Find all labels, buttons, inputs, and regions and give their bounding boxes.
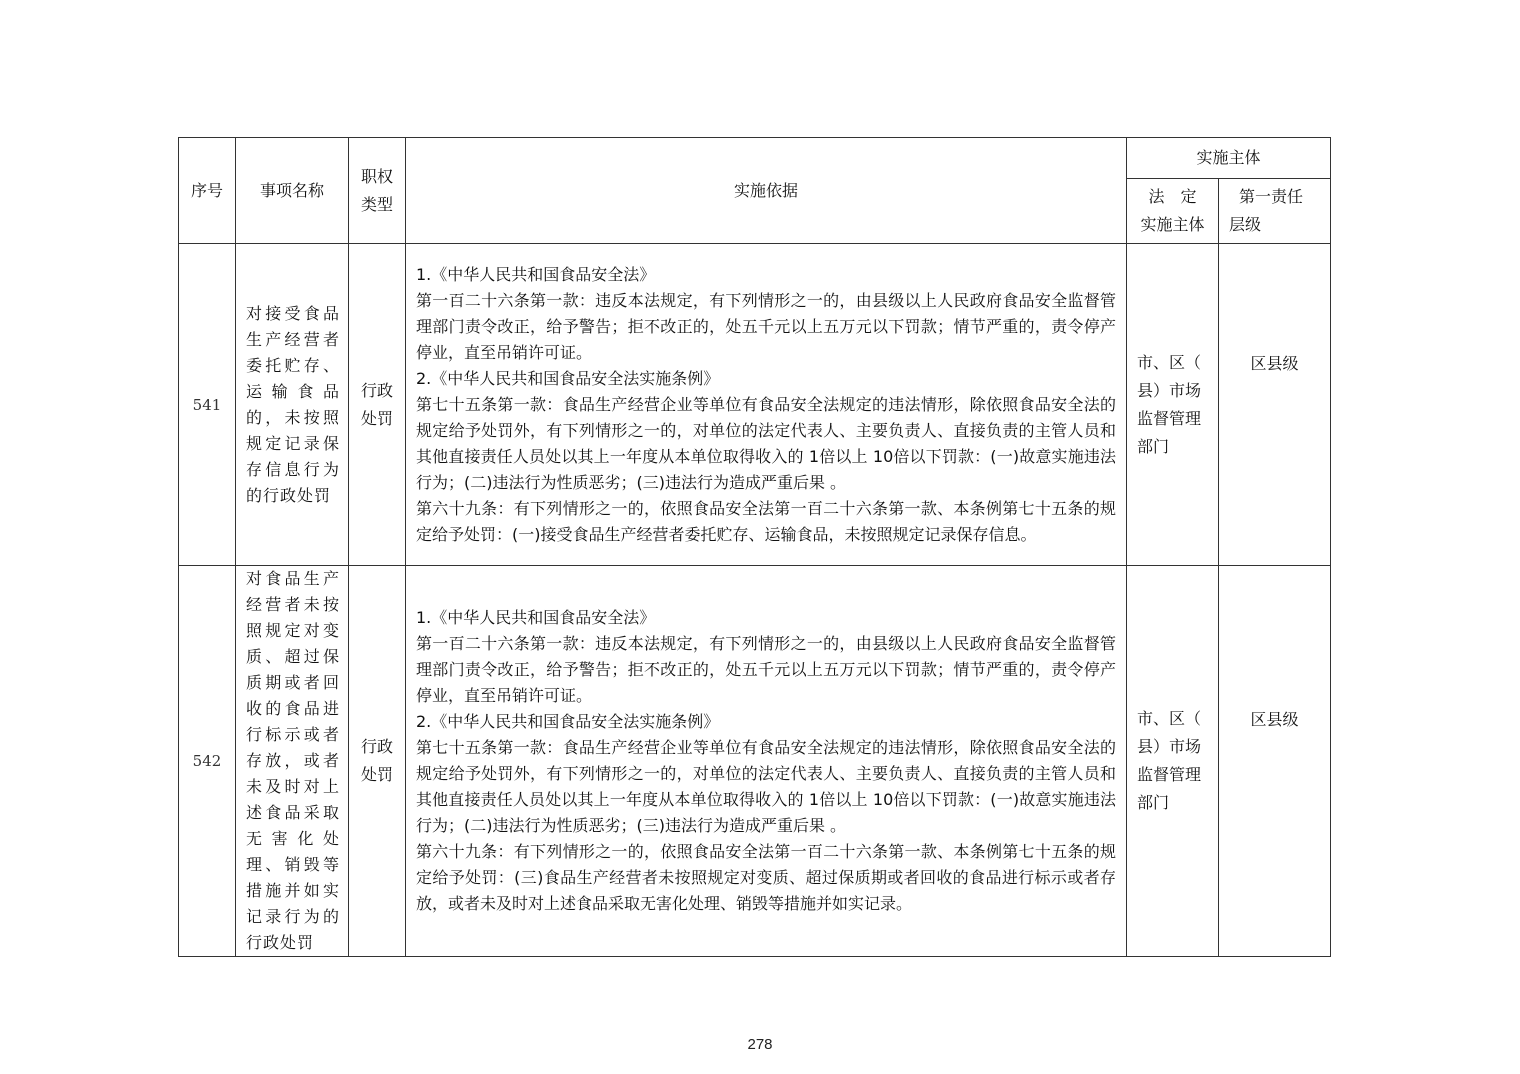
basis-paragraph: 第六十九条：有下列情形之一的，依照食品安全法第一百二十六条第一款、本条例第七十五条的规定给予处罚：(三)食品生产经营者未按照规定对变质、超过保质期或者回收的食品进行标示或者存放，或者未及时对上述食品采取无害化处理、销毁等措施并如实记录。 [416, 842, 1116, 913]
row-basis [406, 566, 1127, 957]
legal-line: 县）市场 [1137, 380, 1202, 400]
header-power-type-line2: 类型 [360, 194, 393, 214]
row-type-line1: 行政 [360, 380, 393, 400]
header-power-type-line1: 职权 [360, 166, 393, 186]
header-basis: 实施依据 [406, 138, 1127, 244]
header-implementer: 实施主体 [1127, 138, 1331, 179]
table-row [179, 244, 1331, 566]
header-seq: 序号 [179, 138, 236, 244]
legal-line: 市、区（ [1137, 352, 1202, 372]
header-legal-line1: 法 定 [1148, 187, 1197, 206]
basis-paragraph: 1.《中华人民共和国食品安全法》 [416, 264, 656, 284]
legal-line: 监督管理 [1137, 765, 1202, 784]
legal-line: 部门 [1137, 436, 1170, 456]
row-power-type [349, 566, 406, 957]
row-legal-implementer [1127, 244, 1219, 566]
row-legal-implementer [1127, 566, 1219, 957]
header-legal-line2: 实施主体 [1140, 215, 1205, 234]
row-seq: 541 [179, 244, 236, 566]
legal-line: 市、区（ [1137, 709, 1202, 728]
header-power-type [349, 138, 406, 244]
row-basis [406, 244, 1127, 566]
basis-paragraph: 2.《中华人民共和国食品安全法实施条例》 [416, 368, 720, 388]
row-item-name: 对接受食品生产经营者委托贮存、运输食品的，未按照规定记录保存信息行为的行政处罚 [236, 244, 349, 566]
header-responsibility-level [1219, 179, 1331, 244]
header-legal-implementer [1127, 179, 1219, 244]
row-item-name: 对食品生产经营者未按照规定对变质、超过保质期或者回收的食品进行标示或者存放，或者未及时对上述食品采取无害化处理、销毁等措施并如实记录行为的行政处罚 [236, 566, 349, 957]
table-row [179, 566, 1331, 957]
basis-paragraph: 第一百二十六条第一款：违反本法规定，有下列情形之一的，由县级以上人民政府食品安全监督管理部门责令改正，给予警告；拒不改正的，处五千元以上五万元以下罚款；情节严重的，责令停产停业，直至吊销许可证。 [416, 290, 1116, 362]
basis-paragraph: 1.《中华人民共和国食品安全法》 [416, 608, 656, 627]
level-text: 区县级 [1250, 710, 1299, 729]
row-power-type [349, 244, 406, 566]
legal-line: 监督管理 [1137, 408, 1202, 428]
basis-paragraph: 第七十五条第一款：食品生产经营企业等单位有食品安全法规定的违法情形，除依照食品安全法的规定给予处罚外，有下列情形之一的，对单位的法定代表人、主要负责人、直接负责的主管人员和其他直接责任人员处以其上一年度从本单位取得收入的 1倍以上 10倍以下罚款：(一)故意实施违法行为；(二)违法行为性质恶劣；(三)违法行为造成严重后果 。 [416, 738, 1116, 835]
level-text: 区县级 [1250, 353, 1299, 373]
legal-line: 县）市场 [1137, 737, 1202, 756]
basis-paragraph: 第六十九条：有下列情形之一的，依照食品安全法第一百二十六条第一款、本条例第七十五条的规定给予处罚：(一)接受食品生产经营者委托贮存、运输食品，未按照规定记录保存信息。 [416, 498, 1116, 544]
header-level-line2: 层级 [1229, 215, 1262, 234]
row-type-line2: 处罚 [360, 408, 393, 428]
header-item-name: 事项名称 [236, 138, 349, 244]
basis-paragraph: 第七十五条第一款：食品生产经营企业等单位有食品安全法规定的违法情形，除依照食品安全法的规定给予处罚外，有下列情形之一的，对单位的法定代表人、主要负责人、直接负责的主管人员和其他直接责任人员处以其上一年度从本单位取得收入的 1倍以上 10倍以下罚款：(一)故意实施违法行为；(二)违法行为性质恶劣；(三)违法行为造成严重后果 。 [416, 394, 1116, 492]
row-responsibility-level [1219, 244, 1331, 566]
basis-paragraph: 第一百二十六条第一款：违反本法规定，有下列情形之一的，由县级以上人民政府食品安全监督管理部门责令改正，给予警告；拒不改正的，处五千元以上五万元以下罚款；情节严重的，责令停产停业，直至吊销许可证。 [416, 634, 1116, 705]
page-number: 278 [747, 1036, 773, 1053]
row-responsibility-level [1219, 566, 1331, 957]
row-seq: 542 [179, 566, 236, 957]
row-type-line2: 处罚 [360, 765, 393, 784]
header-level-line1: 第一责任 [1239, 187, 1304, 206]
header-row-1 [179, 138, 1331, 179]
row-type-line1: 行政 [360, 737, 393, 756]
enforcement-items-table [178, 137, 1331, 957]
basis-paragraph: 2.《中华人民共和国食品安全法实施条例》 [416, 712, 720, 731]
legal-line: 部门 [1137, 793, 1170, 812]
